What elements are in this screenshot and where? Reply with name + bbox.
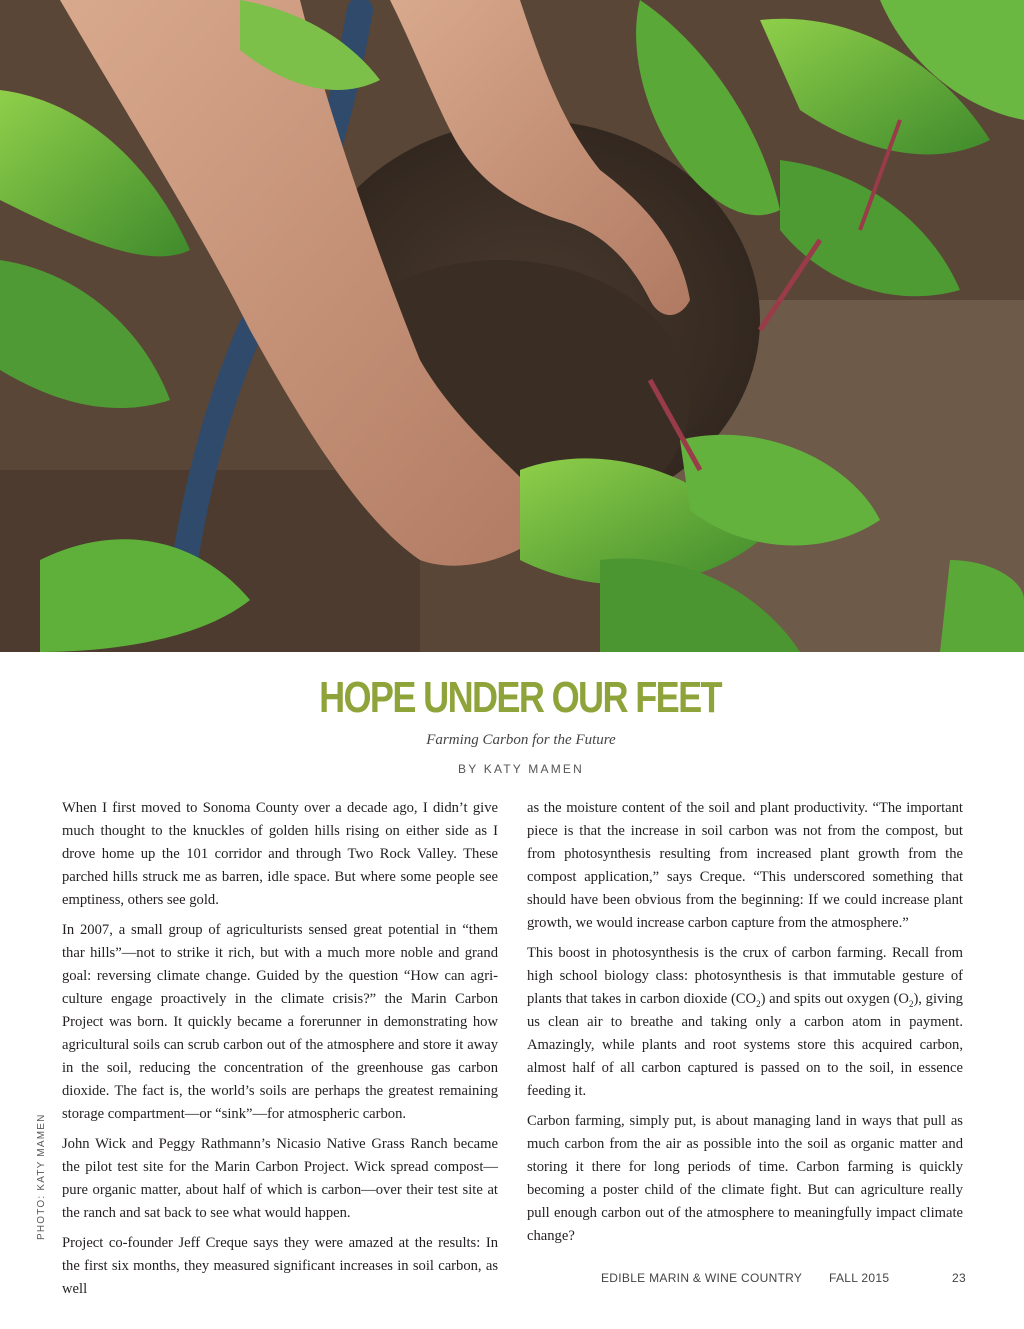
body-paragraph: Carbon farming, simply put, is about managing land in ways that pull as much carbon from the air as possible into the soil as organic matter and storing it there for long periods of time. Carbon farming is quickly becoming a poster child of the climate fight. But can agriculture really pull enough carbon out of the atmosphere to meaningfully impact climate change? [527,1113,963,1244]
body-column-right [527,797,963,1255]
page-number: 23 [952,1271,966,1285]
article-subtitle: Farming Carbon for the Future [426,732,616,748]
subscript: 2 [908,998,914,1009]
hero-photo [0,0,1024,652]
text-run: ) and spits out oxygen (O [760,991,909,1007]
subscript: 2 [756,998,761,1009]
body-paragraph: In 2007, a small group of agriculturists sensed great potential in “them thar hills”—not to strike it rich, but with a much more noble and grand goal: reversing climate change. Guided by the question “How can agriculture engage proactively in the climate crisis?” the Marin Carbon Project was born. It quickly became a forerunner in demonstrating how agricultural soils can scrub carbon out of the atmosphere and store it away in the soil, reducing the concentration of the greenhouse gas carbon dioxide. The fact is, the world’s soils are perhaps the greatest remaining storage compartment—or “sink”—for atmospheric carbon. [62,922,498,1122]
text-run: ), giving us clean air to breathe and taking only a carbon atom in payment. Amazingly, while plants and root systems store this acquired carbon, almost half of all carbon captured is passed on to the soil, in essence feeding it. [527,991,963,1099]
photo-credit: PHOTO: KATY MAMEN [36,1113,47,1240]
body-paragraph: as the moisture content of the soil and plant productivity. “The important piece is that the increase in soil carbon was not from the compost, but from photosynthesis resulting from increased plant growth from the compost application,” says Creque. “This underscored something that should have been obvious from the beginning: If we could increase plant growth, we would increase carbon capture from the atmosphere.” [527,800,963,931]
body-paragraph-photosynthesis [527,942,963,1103]
body-paragraph: John Wick and Peggy Rathmann’s Nicasio Native Grass Ranch became the pilot test site for the Marin Carbon Project. Wick spread compost—pure organic matter, about half of which is carbon—over their test site at the ranch and sat back to see what would happen. [62,1136,498,1221]
body-paragraph: When I first moved to Sonoma County over a decade ago, I didn’t give much thought to the knuckles of golden hills rising on either side as I drove home up the 101 corridor and through Two Rock Valley. These parched hills struck me as barren, idle space. But where some people see emptiness, others see gold. [62,800,498,908]
text-run: This boost in photosynthesis is the crux of carbon farming. Recall from high school biology class: photosynthesis is that immutable gesture of plants that takes in carbon dioxide (CO [527,945,963,1007]
article-byline: BY KATY MAMEN [458,762,584,776]
soil-hands-illustration [0,0,1024,652]
footer-magazine-name: EDIBLE MARIN & WINE COUNTRY [601,1271,803,1285]
footer-issue: FALL 2015 [829,1271,890,1285]
article-title: HOPE UNDER OUR FEET [319,673,721,722]
body-column-left [62,797,498,1308]
body-paragraph: Project co-founder Jeff Creque says they were amazed at the results: In the first six months, they measured significant increases in soil carbon, as well [62,1235,498,1297]
